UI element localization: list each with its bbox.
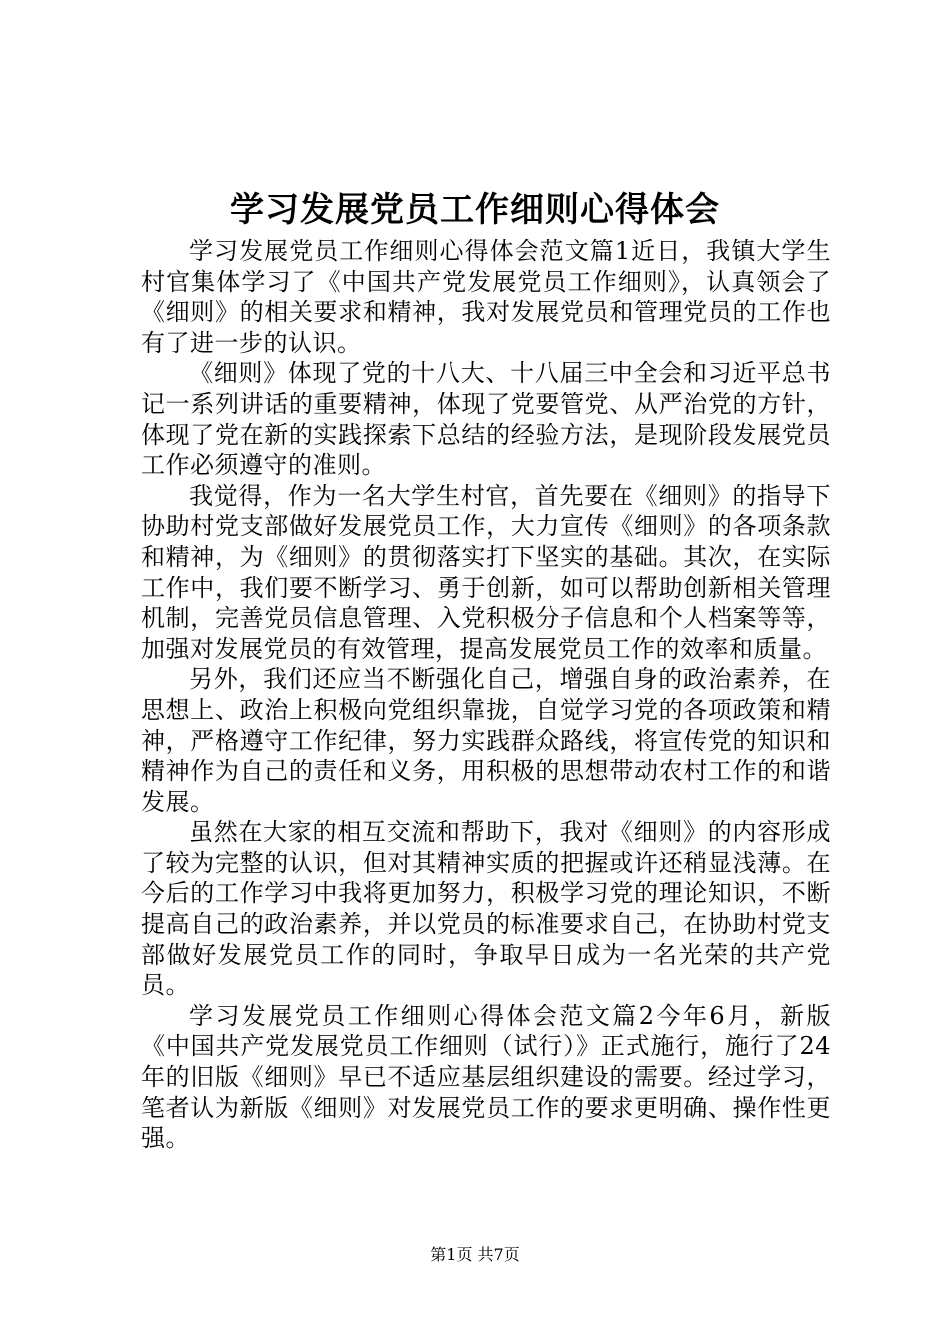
paragraph: 学习发展党员工作细则心得体会范文篇1近日，我镇大学生村官集体学习了《中国共产党发展党员工作细则》，认真领会了《细则》的相关要求和精神，我对发展党员和管理党员的工作也有了进一步的认识。 bbox=[141, 237, 831, 357]
document-body bbox=[141, 236, 831, 1154]
paragraph: 学习发展党员工作细则心得体会范文篇2今年6月，新版《中国共产党发展党员工作细则（试行）》正式施行，施行了24年的旧版《细则》早已不适应基层组织建设的需要。经过学习，笔者认为新版《细则》对发展党员工作的要求更明确、操作性更强。 bbox=[141, 1001, 831, 1153]
paragraph: 虽然在大家的相互交流和帮助下，我对《细则》的内容形成了较为完整的认识，但对其精神实质的把握或许还稍显浅薄。在今后的工作学习中我将更加努力，积极学习党的理论知识，不断提高自己的政治素养，并以党员的标准要求自己，在协助村党支部做好发展党员工作的同时，争取早日成为一名光荣的共产党员。 bbox=[141, 818, 831, 1000]
page-footer: 第1页 共7页 bbox=[430, 1245, 520, 1264]
paragraph: 《细则》体现了党的十八大、十八届三中全会和习近平总书记一系列讲话的重要精神，体现了党要管党、从严治党的方针，体现了党在新的实践探索下总结的经验方法，是现阶段发展党员工作必须遵守的准则。 bbox=[141, 359, 831, 480]
document-title: 学习发展党员工作细则心得体会 bbox=[230, 190, 720, 230]
paragraph: 我觉得，作为一名大学生村官，首先要在《细则》的指导下协助村党支部做好发展党员工作，大力宣传《细则》的各项条款和精神，为《细则》的贯彻落实打下坚实的基础。其次，在实际工作中，我们要不断学习、勇于创新，如可以帮助创新相关管理机制，完善党员信息管理、入党积极分子信息和个人档案等等，加强对发展党员的有效管理，提高发展党员工作的效率和质量。 bbox=[141, 481, 831, 663]
paragraph: 另外，我们还应当不断强化自己，增强自身的政治素养，在思想上、政治上积极向党组织靠拢，自觉学习党的各项政策和精神，严格遵守工作纪律，努力实践群众路线，将宣传党的知识和精神作为自己的责任和义务，用积极的思想带动农村工作的和谐发展。 bbox=[141, 665, 831, 816]
